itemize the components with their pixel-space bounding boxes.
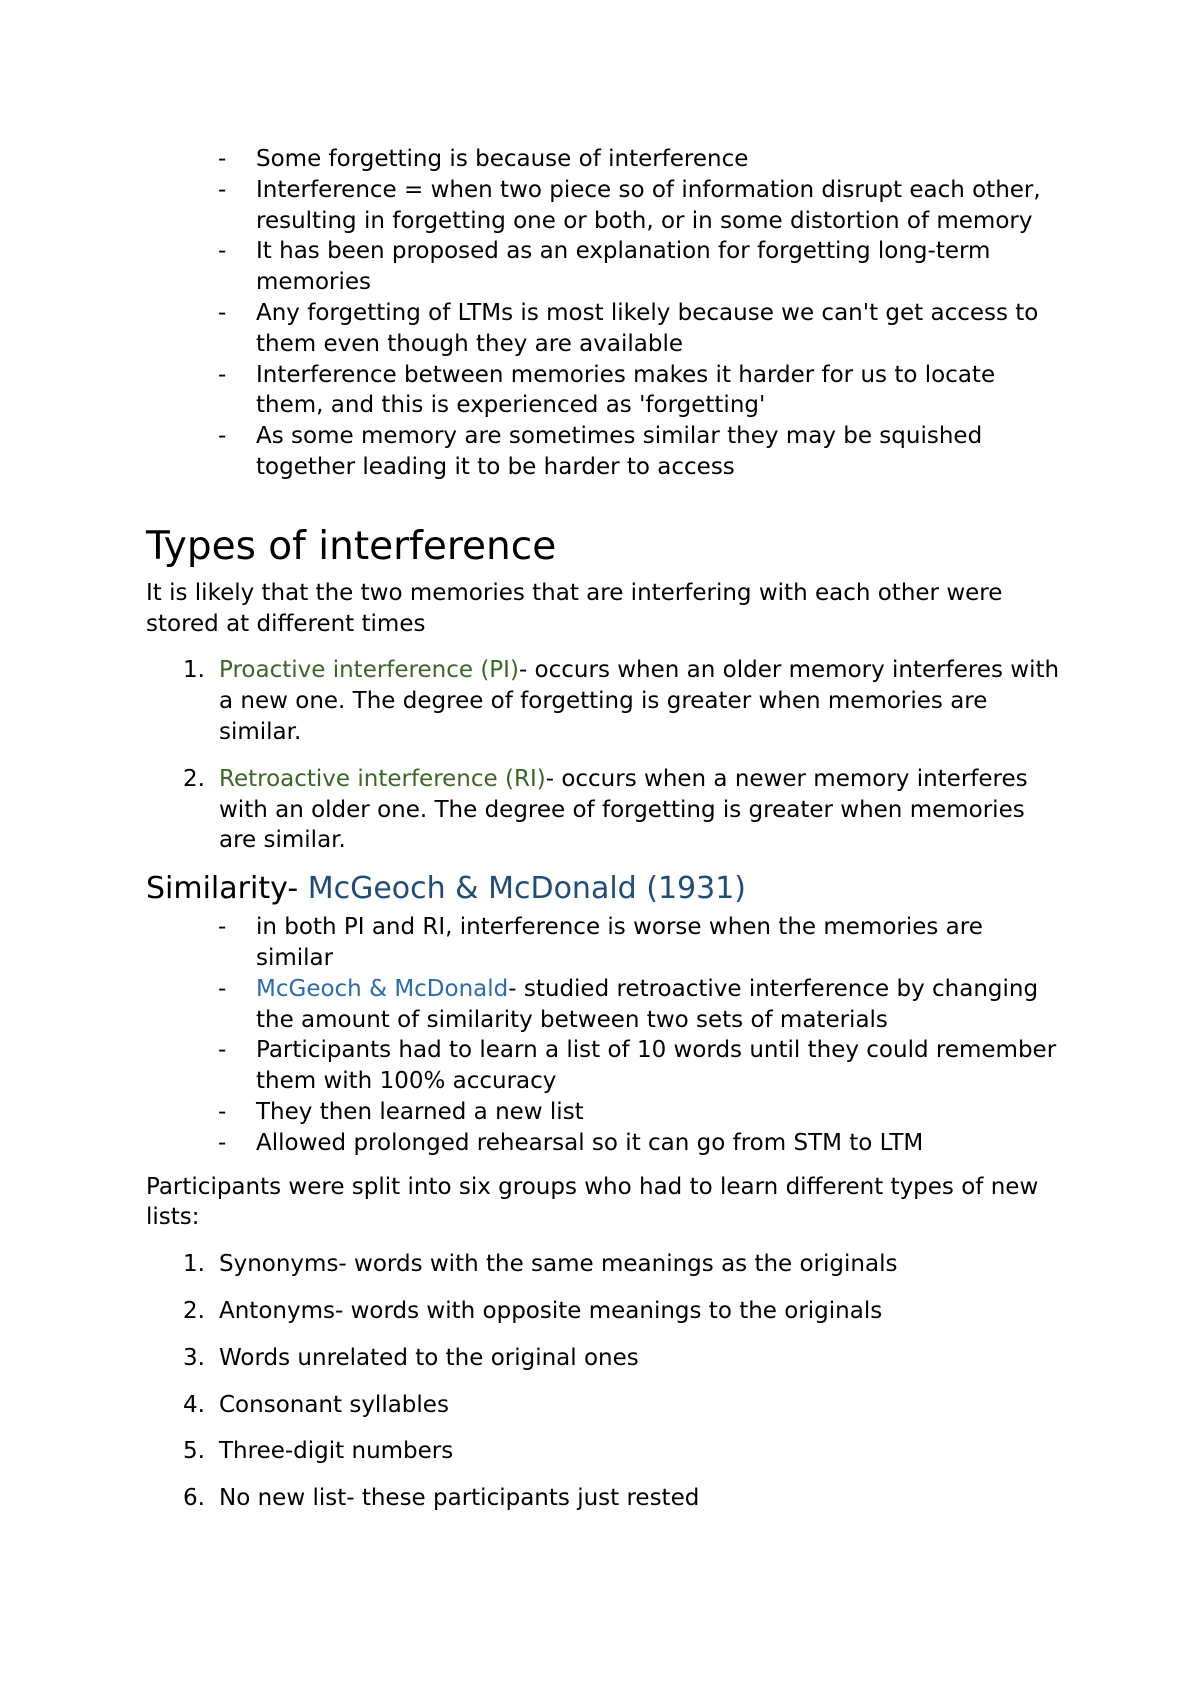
term-retroactive: Retroactive interference (RI) (219, 765, 546, 792)
list-number: 1. (183, 1251, 205, 1278)
list-item: - They then learned a new list (256, 1097, 1066, 1128)
list-item: - It has been proposed as an explanation for forgetting long-term memories (256, 236, 1066, 298)
term-description: - occurs when an older memory interferes with a new one. The degree of forgetting is greater when memories are similar. (219, 657, 1060, 745)
document-body (146, 144, 1066, 1514)
list-item (183, 1483, 1066, 1514)
similarity-bullet-list (146, 912, 1066, 1158)
term-proactive: Proactive interference (PI) (219, 657, 519, 684)
list-number: 2. (183, 765, 205, 792)
list-number: 4. (183, 1391, 205, 1418)
list-item (183, 764, 1066, 856)
list-item (256, 974, 1066, 1036)
list-item: - Interference = when two piece so of information disrupt each other, resulting in forgetting one or both, or in some distortion of memory (256, 175, 1066, 237)
list-item (183, 1249, 1066, 1280)
list-item (183, 1390, 1066, 1421)
list-item-text: Synonyms- words with the same meanings as the originals (219, 1251, 898, 1278)
list-item-text: No new list- these participants just rested (219, 1485, 700, 1512)
term-description: - occurs when a newer memory interferes with an older one. The degree of forgetting is greater when memories are similar. (219, 765, 1028, 854)
list-item: - As some memory are sometimes similar they may be squished together leading it to be harder to access (256, 421, 1066, 483)
list-number: 2. (183, 1297, 205, 1324)
similarity-heading (146, 871, 1066, 907)
list-item-text: Words unrelated to the original ones (219, 1344, 639, 1371)
list-item: - Allowed prolonged rehearsal so it can go from STM to LTM (256, 1128, 1066, 1159)
list-item: - Any forgetting of LTMs is most likely because we can't get access to them even though they are available (256, 298, 1066, 360)
list-item: - Some forgetting is because of interference (256, 144, 1066, 175)
list-item (183, 1343, 1066, 1374)
list-item (183, 655, 1066, 747)
list-item: - Participants had to learn a list of 10 words until they could remember them with 100% accuracy (256, 1035, 1066, 1097)
list-number: 1. (183, 657, 205, 684)
similarity-heading-prefix: Similarity- (146, 871, 308, 907)
list-number: 3. (183, 1344, 205, 1371)
intro-bullet-list (146, 144, 1066, 483)
similarity-heading-ref: McGeoch & McDonald (1931) (307, 871, 746, 907)
list-item: - Interference between memories makes it harder for us to locate them, and this is experienced as 'forgetting' (256, 360, 1066, 422)
types-list (146, 655, 1066, 856)
groups-list (146, 1249, 1066, 1514)
list-item-text: Antonyms- words with opposite meanings to the originals (219, 1297, 883, 1324)
study-description: - studied retroactive interference by changing the amount of similarity between two sets of materials (256, 975, 1039, 1033)
list-item-text: Consonant syllables (219, 1391, 449, 1418)
list-number: 6. (183, 1485, 205, 1512)
list-item (183, 1296, 1066, 1327)
list-number: 5. (183, 1438, 205, 1465)
list-item (183, 1436, 1066, 1467)
list-item: - in both PI and RI, interference is worse when the memories are similar (256, 912, 1066, 974)
list-item-text: Three-digit numbers (219, 1438, 454, 1465)
study-ref: McGeoch & McDonald (256, 975, 509, 1002)
groups-intro: Participants were split into six groups who had to learn different types of new lists: (146, 1173, 1039, 1231)
types-intro: It is likely that the two memories that are interfering with each other were stored at different times (146, 579, 1003, 637)
types-heading: Types of interference (146, 523, 557, 569)
